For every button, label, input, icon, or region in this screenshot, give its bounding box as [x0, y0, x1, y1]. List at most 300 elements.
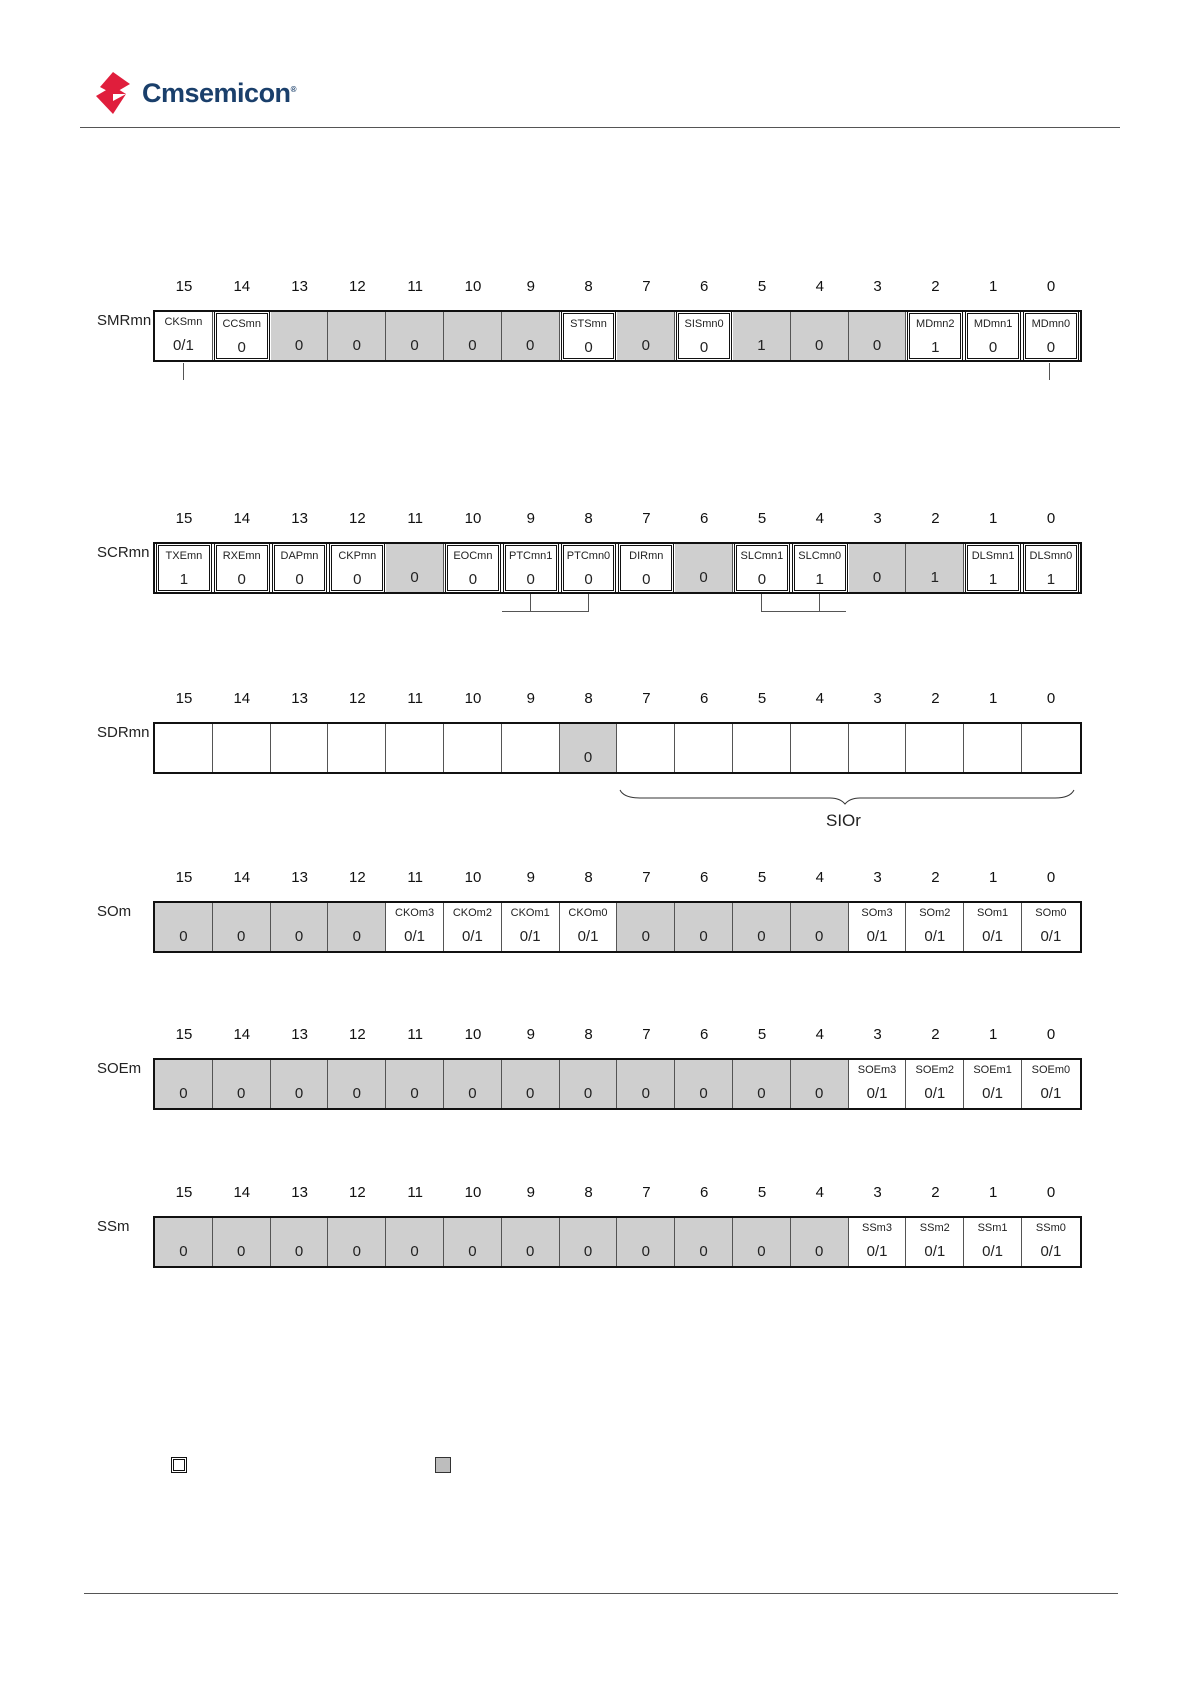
bit-number: 10	[464, 1026, 482, 1043]
bit-label: STSmn	[570, 318, 607, 330]
bit-number: 14	[233, 1026, 251, 1043]
bit-value: 0	[641, 337, 650, 354]
bit-label: DIRmn	[629, 550, 664, 562]
bit-cell	[328, 903, 386, 951]
bit-cell[interactable]	[792, 543, 848, 593]
bit-value: 0	[526, 571, 535, 588]
bit-value: 0/1	[577, 928, 599, 945]
bit-number: 15	[175, 869, 193, 886]
bit-value: 0/1	[1040, 1243, 1062, 1260]
ptc-bracket-line	[502, 611, 588, 612]
bit-value: 0/1	[924, 1085, 946, 1102]
bit-number: 5	[757, 278, 767, 295]
bit-number: 1	[989, 510, 998, 527]
bit-cell[interactable]	[1022, 1218, 1080, 1266]
bit-cell	[271, 1218, 329, 1266]
bit-label: SLCmn1	[740, 550, 784, 562]
bit-value: 1	[930, 569, 939, 586]
bit-cell[interactable]	[849, 1060, 907, 1108]
bit-value: 1	[931, 339, 940, 356]
bit-number: 7	[642, 869, 651, 886]
bit-cell[interactable]	[328, 724, 386, 772]
bit-cell	[675, 903, 733, 951]
bit-cell	[560, 1218, 618, 1266]
bit-value: 0	[641, 928, 650, 945]
bit-cell[interactable]	[617, 724, 675, 772]
bit-value: 0	[699, 569, 708, 586]
footer-divider	[84, 1593, 1118, 1594]
bit-number: 3	[873, 278, 882, 295]
bit-number: 12	[349, 278, 366, 295]
bit-cell[interactable]	[849, 1218, 907, 1266]
bit-cell[interactable]	[734, 543, 790, 593]
bit-number: 0	[1046, 869, 1056, 886]
bit-label: CKPmn	[338, 550, 377, 562]
bit-cell[interactable]	[502, 724, 560, 772]
bit-number: 1	[989, 278, 998, 295]
bit-cell[interactable]	[1022, 903, 1080, 951]
bit-number: 0	[1046, 1026, 1056, 1043]
bit-cell[interactable]	[502, 903, 560, 951]
bit-value: 0/1	[982, 928, 1004, 945]
bit-number: 13	[291, 869, 308, 886]
bit-value: 0	[352, 928, 361, 945]
bit-value: 0	[294, 337, 304, 354]
bit-cell[interactable]	[965, 311, 1021, 361]
bit-value: 0	[583, 749, 593, 766]
bit-number: 8	[584, 1026, 593, 1043]
bit-cell	[791, 1060, 849, 1108]
bit-value: 0/1	[982, 1085, 1004, 1102]
bit-number: 9	[526, 1184, 535, 1201]
bit-label: PTCmn1	[508, 550, 553, 562]
bit-number: 14	[233, 690, 251, 707]
bit-number: 10	[464, 690, 482, 707]
bit-cell	[213, 1218, 271, 1266]
bit-value: 0	[642, 571, 651, 588]
bit-label: SOm0	[1035, 907, 1067, 919]
bit-number: 7	[642, 1026, 651, 1043]
bit-number: 5	[757, 1184, 767, 1201]
bit-cell[interactable]	[386, 724, 444, 772]
bit-number: 15	[175, 1184, 193, 1201]
bit-number: 1	[989, 690, 998, 707]
cksmn-leader-line	[183, 363, 184, 380]
bit-number: 15	[175, 1026, 193, 1043]
bit-number: 2	[931, 869, 940, 886]
bit-cell	[213, 1060, 271, 1108]
bit-value: 0	[237, 928, 246, 945]
bit-cell	[849, 312, 907, 360]
bit-number: 7	[642, 1184, 651, 1201]
bit-label: SSm0	[1035, 1222, 1066, 1234]
bit-label: CKSmn	[164, 316, 203, 328]
bit-label: EOCmn	[453, 550, 493, 562]
bit-value: 0	[757, 928, 766, 945]
bit-number: 10	[464, 1184, 482, 1201]
bit-value: 0	[815, 1085, 824, 1102]
bit-value: 0/1	[982, 1243, 1004, 1260]
bit-cell[interactable]	[444, 903, 502, 951]
bit-label: CKOm2	[452, 907, 492, 919]
bit-value: 0	[757, 1243, 766, 1260]
bit-cell	[791, 1218, 849, 1266]
bit-value: 0	[526, 337, 535, 354]
bit-number: 4	[815, 869, 824, 886]
bit-cell	[444, 1218, 502, 1266]
bit-label: TXEmn	[165, 550, 203, 562]
bit-cell[interactable]	[1022, 724, 1080, 772]
bit-cell[interactable]	[733, 724, 791, 772]
bit-cell[interactable]	[503, 543, 559, 593]
bit-value: 0/1	[924, 928, 946, 945]
bit-number: 8	[584, 278, 593, 295]
bit-number: 7	[642, 690, 651, 707]
bit-number: 3	[873, 510, 882, 527]
bit-cell	[733, 312, 791, 360]
bit-value: 0	[584, 571, 593, 588]
bit-cell[interactable]	[155, 724, 213, 772]
bit-number: 3	[873, 869, 882, 886]
register-name: SCRmn	[97, 544, 150, 561]
bit-number: 3	[873, 1184, 882, 1201]
bit-cell[interactable]	[907, 311, 963, 361]
bit-number: 6	[700, 1026, 709, 1043]
bit-cell[interactable]	[849, 903, 907, 951]
bit-cell[interactable]	[1023, 311, 1079, 361]
slc-bracket-line	[819, 594, 820, 612]
bit-value: 0	[353, 571, 362, 588]
bit-value: 0/1	[519, 928, 541, 945]
bit-cell[interactable]	[676, 311, 732, 361]
bit-value: 1	[815, 571, 824, 588]
bit-value: 0	[699, 928, 708, 945]
bit-cell	[386, 312, 444, 360]
bit-value: 0	[410, 1243, 419, 1260]
bit-number: 1	[989, 1184, 998, 1201]
bit-label: MDmn1	[973, 318, 1013, 330]
bit-cell[interactable]	[272, 543, 328, 593]
sior-brace-path	[620, 790, 1074, 804]
bit-cell	[791, 312, 849, 360]
company-logo	[90, 70, 296, 116]
bit-cell	[617, 1218, 675, 1266]
bit-cell[interactable]	[1023, 543, 1079, 593]
bit-number: 3	[873, 1026, 882, 1043]
bit-value: 0	[237, 339, 246, 356]
bit-label: CKOm1	[510, 907, 550, 919]
bit-cell	[791, 903, 849, 951]
bit-value: 0	[294, 1085, 304, 1102]
bit-cell	[386, 1218, 444, 1266]
bit-cell	[617, 903, 675, 951]
bit-cell[interactable]	[329, 543, 385, 593]
bit-cell	[155, 903, 213, 951]
bit-value: 0	[410, 1085, 419, 1102]
bit-number: 7	[642, 278, 651, 295]
bit-label: MDmn0	[1031, 318, 1071, 330]
bit-number: 8	[584, 690, 593, 707]
bit-cell[interactable]	[386, 903, 444, 951]
bit-number: 0	[1046, 510, 1056, 527]
bit-cell	[155, 1060, 213, 1108]
bit-cell[interactable]	[906, 1060, 964, 1108]
bit-number: 11	[407, 278, 423, 295]
bit-number: 14	[233, 510, 251, 527]
bit-label: CKOm0	[568, 907, 608, 919]
bit-value: 0	[179, 1243, 188, 1260]
bit-number: 8	[584, 869, 593, 886]
bit-value: 0	[468, 571, 478, 588]
bit-number: 12	[349, 1026, 366, 1043]
bit-cell	[502, 1218, 560, 1266]
bit-label: SSm1	[977, 1222, 1008, 1234]
bit-value: 1	[179, 571, 189, 588]
bit-value: 0	[699, 339, 709, 356]
bit-cell	[617, 1060, 675, 1108]
bit-number: 14	[233, 869, 251, 886]
bit-label: MDmn2	[916, 318, 955, 330]
bit-value: 0/1	[866, 928, 888, 945]
bit-number: 12	[349, 1184, 366, 1201]
bit-cell[interactable]	[271, 724, 329, 772]
bit-number: 9	[526, 278, 535, 295]
bit-number: 6	[700, 1184, 709, 1201]
bit-value: 0	[641, 1085, 650, 1102]
bit-label: SOm1	[976, 907, 1009, 919]
bit-number: 15	[175, 278, 193, 295]
bit-value: 0	[641, 1243, 650, 1260]
bit-number: 3	[873, 690, 882, 707]
bit-number: 7	[642, 510, 651, 527]
bit-number: 15	[175, 690, 193, 707]
bit-value: 0	[294, 1243, 304, 1260]
bit-cell[interactable]	[791, 724, 849, 772]
bit-cell	[328, 1218, 386, 1266]
bit-label: CCSmn	[222, 318, 261, 330]
bit-number: 8	[584, 510, 593, 527]
bit-value: 0/1	[404, 928, 426, 945]
register-name: SOEm	[97, 1060, 142, 1077]
bit-label: SOEm2	[915, 1064, 955, 1076]
bit-number: 13	[291, 1184, 308, 1201]
bit-value: 0	[988, 339, 998, 356]
mdmn0-leader-line	[1049, 363, 1050, 380]
bit-value: 0	[237, 571, 246, 588]
bit-number: 9	[526, 869, 535, 886]
bit-number: 9	[526, 510, 535, 527]
bit-cell	[733, 1060, 791, 1108]
bit-number: 0	[1046, 278, 1056, 295]
bit-value: 0	[468, 1243, 477, 1260]
bit-value: 0	[815, 928, 824, 945]
bit-number: 5	[757, 1026, 767, 1043]
bit-cell	[271, 312, 329, 360]
bit-cell[interactable]	[445, 543, 501, 593]
bit-value: 0	[410, 337, 419, 354]
bit-value: 0/1	[866, 1243, 888, 1260]
bit-cell[interactable]	[561, 311, 617, 361]
bit-number: 0	[1046, 1184, 1056, 1201]
sior-label: SIOr	[826, 811, 861, 830]
bit-label: SSm3	[862, 1222, 892, 1234]
bit-label: SOm2	[919, 907, 951, 919]
bit-cell[interactable]	[906, 903, 964, 951]
register-name: SDRmn	[97, 724, 150, 741]
bit-number: 11	[407, 1026, 423, 1043]
bit-cell	[213, 903, 271, 951]
bit-cell[interactable]	[964, 1218, 1022, 1266]
bit-value: 0	[468, 1085, 477, 1102]
bit-number: 10	[464, 510, 482, 527]
bit-cell	[560, 724, 618, 772]
bit-cell	[386, 1060, 444, 1108]
bit-cell[interactable]	[906, 724, 964, 772]
register-name: SMRmn	[97, 312, 152, 329]
bit-label: RXEmn	[222, 550, 261, 562]
bit-number: 12	[349, 510, 366, 527]
bit-cell[interactable]	[906, 1218, 964, 1266]
bit-number: 10	[464, 869, 482, 886]
bit-value: 0	[757, 1085, 766, 1102]
bit-cell	[675, 1060, 733, 1108]
bit-label: SISmn0	[684, 318, 724, 330]
bit-value: 0	[295, 571, 304, 588]
bit-value: 0	[294, 928, 304, 945]
bit-cell[interactable]	[444, 724, 502, 772]
bit-cell	[906, 544, 964, 592]
bit-value: 0	[757, 571, 767, 588]
bit-value: 0	[468, 337, 477, 354]
bit-cell	[328, 1060, 386, 1108]
bit-number: 13	[291, 510, 308, 527]
bit-cell[interactable]	[964, 724, 1022, 772]
bit-cell[interactable]	[561, 543, 617, 593]
bit-cell	[502, 1060, 560, 1108]
bit-number: 2	[931, 510, 940, 527]
bit-value: 1	[757, 337, 766, 354]
bit-number: 14	[233, 278, 251, 295]
bit-number: 4	[815, 690, 824, 707]
brand-name: Cmsemicon®	[142, 77, 296, 108]
bit-number: 13	[291, 1026, 308, 1043]
bit-cell	[675, 544, 733, 592]
bit-number: 6	[700, 690, 709, 707]
bit-number: 13	[291, 278, 308, 295]
bit-value: 0	[526, 1243, 535, 1260]
bit-number: 2	[931, 690, 940, 707]
bit-cell[interactable]	[213, 724, 271, 772]
bit-cell	[617, 312, 675, 360]
bit-cell	[502, 312, 560, 360]
register-name: SOm	[97, 903, 132, 920]
bit-number: 1	[989, 1026, 998, 1043]
bit-cell[interactable]	[155, 312, 213, 360]
bit-value: 0	[352, 337, 361, 354]
bit-value: 0	[1046, 339, 1056, 356]
bit-number: 1	[989, 869, 998, 886]
bit-value: 0	[872, 569, 882, 586]
bit-cell[interactable]	[156, 543, 212, 593]
bit-value: 0	[584, 339, 593, 356]
bit-cell[interactable]	[964, 903, 1022, 951]
bit-cell[interactable]	[1022, 1060, 1080, 1108]
bit-number: 2	[931, 1026, 940, 1043]
bit-cell	[675, 1218, 733, 1266]
bit-value: 0	[815, 1243, 824, 1260]
bit-number: 6	[700, 869, 709, 886]
bit-cell[interactable]	[560, 903, 618, 951]
bit-label: DLSmn1	[971, 550, 1015, 562]
bit-number: 4	[815, 278, 824, 295]
bit-value: 1	[988, 571, 998, 588]
bit-number: 9	[526, 690, 535, 707]
bit-number: 12	[349, 690, 366, 707]
bit-number: 10	[464, 278, 482, 295]
bit-value: 0	[815, 337, 824, 354]
header-divider	[80, 127, 1120, 128]
bit-value: 0	[699, 1243, 708, 1260]
bit-label: SOEm0	[1031, 1064, 1071, 1076]
slc-bracket-line	[761, 611, 846, 612]
bit-number: 6	[700, 278, 709, 295]
bit-value: 0	[352, 1243, 361, 1260]
bit-value: 0/1	[1040, 1085, 1062, 1102]
bit-cell	[155, 1218, 213, 1266]
bit-cell	[271, 903, 329, 951]
bit-number: 8	[584, 1184, 593, 1201]
bit-cell[interactable]	[849, 724, 907, 772]
bit-number: 13	[291, 690, 308, 707]
bit-cell	[444, 1060, 502, 1108]
bit-value: 0	[872, 337, 882, 354]
bit-value: 0	[179, 1085, 188, 1102]
bit-cell[interactable]	[214, 543, 270, 593]
bit-value: 1	[1046, 571, 1056, 588]
sior-brace	[0, 786, 1190, 826]
bit-cell[interactable]	[618, 543, 674, 593]
bit-number: 11	[407, 690, 423, 707]
bit-cell[interactable]	[214, 311, 270, 361]
bit-number: 4	[815, 1026, 824, 1043]
bit-label: SOEm1	[973, 1064, 1012, 1076]
bit-label: DAPmn	[280, 550, 319, 562]
bit-cell	[444, 312, 502, 360]
bit-label: CKOm3	[395, 907, 435, 919]
bit-value: 0/1	[924, 1243, 946, 1260]
bit-cell	[849, 544, 907, 592]
bit-cell	[386, 544, 444, 592]
bit-cell	[733, 903, 791, 951]
bit-value: 0	[583, 1243, 593, 1260]
bit-number: 15	[175, 510, 193, 527]
bit-cell[interactable]	[965, 543, 1021, 593]
bit-cell[interactable]	[675, 724, 733, 772]
bit-number: 11	[407, 869, 423, 886]
bit-value: 0	[179, 928, 188, 945]
bit-value: 0/1	[866, 1085, 888, 1102]
bit-number: 9	[526, 1026, 535, 1043]
bit-label: DLSmn0	[1029, 550, 1073, 562]
register-name: SSm	[97, 1218, 130, 1235]
bit-cell	[733, 1218, 791, 1266]
bit-cell[interactable]	[964, 1060, 1022, 1108]
bit-label: SOEm3	[857, 1064, 897, 1076]
bit-value: 0	[583, 1085, 593, 1102]
bit-number: 11	[407, 510, 423, 527]
bit-number: 4	[815, 1184, 824, 1201]
bit-label: SOm3	[861, 907, 893, 919]
